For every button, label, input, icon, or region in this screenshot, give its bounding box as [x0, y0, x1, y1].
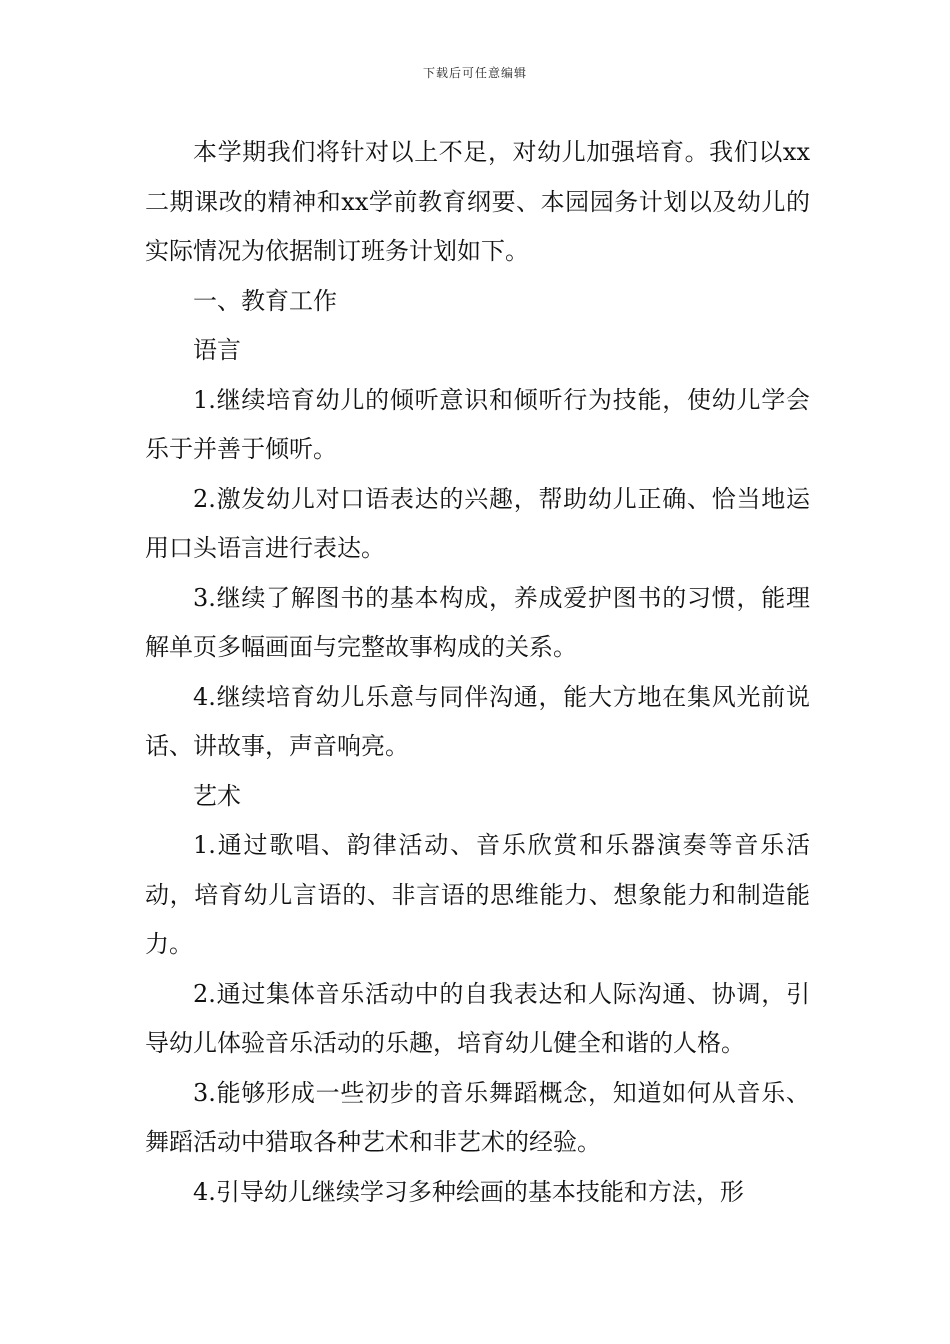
- intro-paragraph: 本学期我们将针对以上不足，对幼儿加强培育。我们以xx二期课改的精神和xx学前教育纲要、本园园务计划以及幼儿的实际情况为依据制订班务计划如下。: [145, 138, 810, 265]
- art-item: 2.通过集体音乐活动中的自我表达和人际沟通、协调，引导幼儿体验音乐活动的乐趣，培育幼儿健全和谐的人格。: [145, 979, 810, 1057]
- language-heading: 语言: [193, 336, 241, 364]
- art-item: 4.引导幼儿继续学习多种绘画的基本技能和方法，形: [193, 1177, 744, 1206]
- section-title: 一、教育工作: [193, 286, 337, 315]
- language-item: 2.激发幼儿对口语表达的兴趣，帮助幼儿正确、恰当地运用口头语言进行表达。: [145, 484, 810, 562]
- page-header: 下载后可任意编辑: [422, 66, 527, 80]
- language-item: 1.继续培育幼儿的倾听意识和倾听行为技能，使幼儿学会乐于并善于倾听。: [145, 385, 810, 463]
- art-item: 1.通过歌唱、韵律活动、音乐欣赏和乐器演奏等音乐活动，培育幼儿言语的、非言语的思维能力、想象能力和制造能力。: [145, 831, 810, 958]
- language-item: 4.继续培育幼儿乐意与同伴沟通，能大方地在集风光前说话、讲故事，声音响亮。: [145, 682, 810, 760]
- language-item: 3.继续了解图书的基本构成，养成爱护图书的习惯，能理解单页多幅画面与完整故事构成的关系。: [145, 583, 810, 661]
- document-body: [145, 128, 810, 1217]
- art-heading: 艺术: [193, 781, 241, 810]
- art-item: 3.能够形成一些初步的音乐舞蹈概念，知道如何从音乐、舞蹈活动中猎取各种艺术和非艺术的经验。: [145, 1078, 810, 1156]
